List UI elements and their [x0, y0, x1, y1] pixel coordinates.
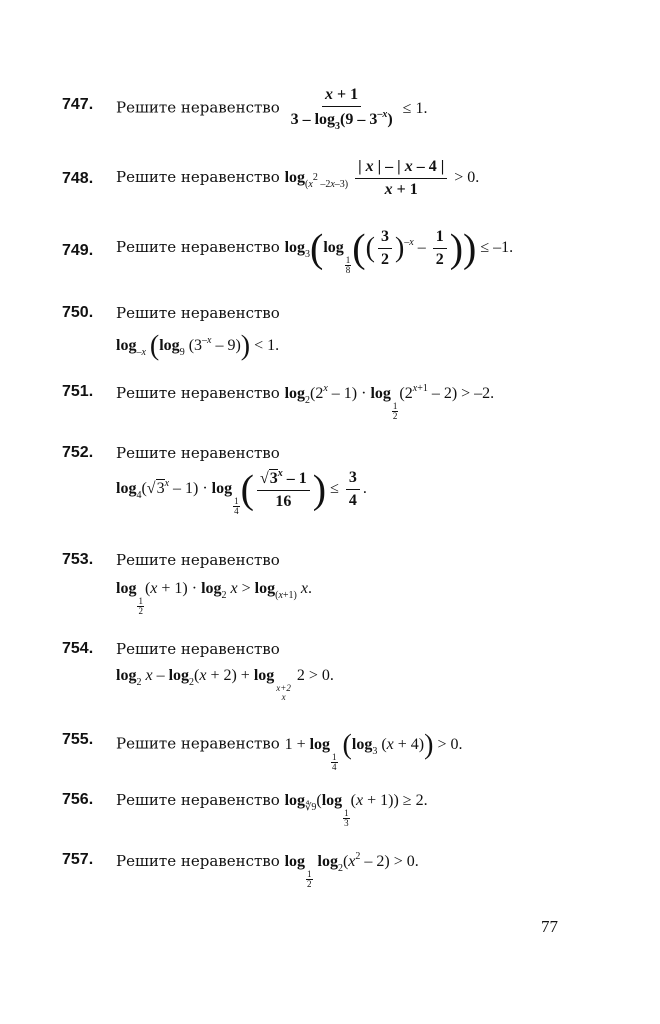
problem-750 — [62, 304, 632, 361]
problem-statement — [116, 225, 514, 276]
problem-intro: Решите неравенство — [116, 168, 280, 187]
problem-757 — [62, 851, 632, 891]
problem-number: 755. — [62, 731, 94, 748]
problem-intro: Решите неравенство — [116, 384, 280, 402]
problem-intro: Решите неравенство — [116, 551, 280, 569]
problem-756 — [62, 791, 632, 831]
problem-intro: Решите неравенство — [116, 238, 280, 257]
problem-statement — [116, 551, 280, 569]
problem-intro: Решите неравенство — [116, 98, 280, 117]
page-number: 77 — [541, 917, 558, 936]
formula: $\log_4(√3^x - 1) \cdot \log$ $\frac{1}{4}$ ( $\frac{√3^x - 1}{16}$ ) ≤ $\frac{3}{4}$ . — [116, 466, 367, 517]
problem-748 — [62, 156, 632, 208]
problem-754 — [62, 640, 632, 700]
formula: $\log_{(x^2 -2x-3)}$ $\frac{| x | - | x - 4 |}{x + 1}$ > 0. — [284, 158, 480, 198]
problem-747 — [62, 82, 632, 134]
problem-statement — [116, 444, 280, 462]
problem-number: 748. — [62, 170, 94, 187]
formula: log $\frac{1}{2}$ $\log_2(x^2 - 2) > 0$. — [284, 851, 419, 889]
formula: $\log_{-x} (\log_9$ $(3^{-x} - 9)) < 1$. — [116, 330, 280, 361]
problem-number: 750. — [62, 304, 94, 321]
problem-755 — [62, 729, 632, 772]
problem-statement — [116, 383, 494, 421]
formula: $\log_{∜9}(\log$ $\frac{1}{3}$ (x + 1)) ≥ 2. — [284, 792, 428, 828]
problem-751 — [62, 383, 632, 423]
problem-statement — [116, 304, 280, 322]
problem-statement — [116, 729, 462, 772]
problem-number: 756. — [62, 791, 94, 808]
problem-752 — [62, 444, 632, 524]
problem-statement — [116, 851, 419, 889]
problem-intro: Решите неравенство — [116, 791, 280, 809]
problem-intro: Решите неравенство — [116, 734, 280, 753]
problem-number: 747. — [62, 96, 94, 113]
problem-number: 751. — [62, 383, 94, 400]
problem-intro: Решите неравенство — [116, 444, 280, 462]
formula: $\log_3(\log$ $\frac{1}{8}$ (( $\frac{3}{2}$ )$^{-x}$ – $\frac{1}{2}$ )) ≤ –1. — [284, 225, 514, 276]
problem-number: 749. — [62, 242, 94, 259]
problem-statement — [116, 640, 280, 658]
problem-statement — [116, 86, 427, 132]
problem-749 — [62, 225, 632, 282]
formula: $\log_2 x - \log_2(x + 2) + \log$ x+2 x 2 > 0. — [116, 667, 334, 702]
problem-number: 752. — [62, 444, 94, 461]
problem-intro: Решите неравенство — [116, 640, 280, 658]
problem-statement — [116, 791, 428, 828]
problem-statement — [116, 158, 479, 199]
problem-intro: Решите неравенство — [116, 852, 280, 870]
formula: $\frac{x + 1}{3 - \log_3(9 - 3^{-x})}$ ≤ 1. — [290, 86, 428, 132]
formula: log $\frac{1}{2}$ $(x + 1) \cdot \log_2 x > \log_{(x+1)} x$. — [116, 580, 313, 616]
formula: 1 + log $\frac{1}{4}$ ($\log_3$ (x + 4)) > 0. — [284, 729, 463, 772]
problem-number: 757. — [62, 851, 94, 868]
formula: $\log_2(2^x - 1) \cdot \log$ $\frac{1}{2}$ $(2^{x+1} - 2) > -2$. — [284, 383, 495, 421]
problem-753 — [62, 551, 632, 616]
problem-number: 753. — [62, 551, 94, 568]
problem-number: 754. — [62, 640, 94, 657]
problem-intro: Решите неравенство — [116, 304, 280, 322]
